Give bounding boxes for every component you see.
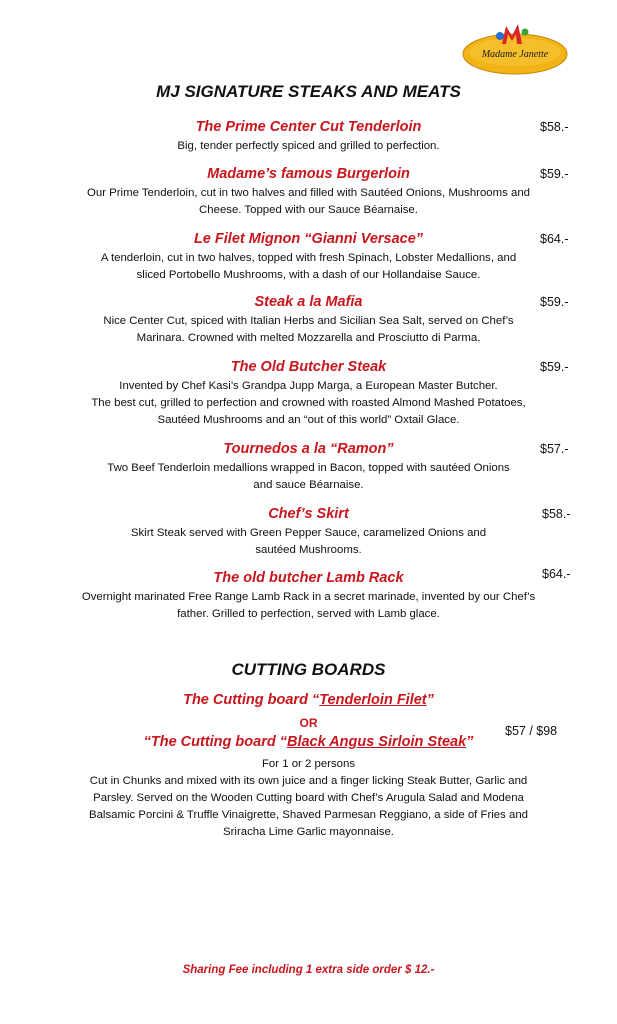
option-prefix: “The Cutting board “: [143, 734, 287, 750]
menu-item: [0, 356, 617, 429]
section-title-cutting-boards: CUTTING BOARDS: [231, 660, 386, 679]
item-desc-line: Our Prime Tenderloin, cut in two halves and filled with Sautéed Onions, Mushrooms and: [87, 187, 530, 199]
item-desc-line: Nice Center Cut, spiced with Italian Herbs and Sicilian Sea Salt, served on Chef’s: [103, 315, 514, 327]
menu-item: [0, 438, 617, 494]
cutting-board-option-1: [0, 692, 617, 708]
menu-item: [0, 503, 617, 559]
option-suffix: ”: [426, 692, 434, 708]
menu-item: [0, 291, 617, 347]
sharing-fee-note: Sharing Fee including 1 extra side order $ 12.-: [182, 964, 435, 976]
item-name: Steak a la Mafia: [254, 294, 363, 310]
cutting-board-desc-line: Sriracha Lime Garlic mayonnaise.: [223, 826, 394, 838]
item-name: Tournedos a la “Ramon”: [223, 441, 394, 457]
logo-text: Madame Janette: [481, 49, 549, 60]
item-price: $59.-: [540, 295, 569, 309]
item-price: $64.-: [540, 232, 569, 246]
item-price: $59.-: [540, 360, 569, 374]
brand-logo: [462, 22, 568, 76]
item-name: The old butcher Lamb Rack: [213, 570, 404, 586]
option-underlined: Tenderloin Filet: [319, 692, 427, 708]
section-title-steaks: MJ SIGNATURE STEAKS AND MEATS: [156, 82, 461, 101]
option-underlined: Black Angus Sirloin Steak: [286, 734, 467, 750]
item-desc-line: Two Beef Tenderloin medallions wrapped in Bacon, topped with sautéed Onions: [107, 462, 510, 474]
item-desc-line: A tenderloin, cut in two halves, topped with fresh Spinach, Lobster Medallions, and: [100, 252, 517, 264]
menu-item: [0, 163, 617, 219]
item-price: $58.-: [540, 120, 569, 134]
cutting-board-desc-line: Parsley. Served on the Wooden Cutting board with Chef’s Arugula Salad and Modena: [93, 792, 524, 804]
item-name: The Old Butcher Steak: [230, 359, 387, 375]
item-name: Le Filet Mignon “Gianni Versace”: [193, 231, 424, 247]
item-price: $59.-: [540, 167, 569, 181]
item-name: Madame’s famous Burgerloin: [207, 166, 410, 182]
or-separator: OR: [299, 716, 318, 730]
item-price: $64.-: [542, 567, 571, 581]
item-desc-line: Skirt Steak served with Green Pepper Sauce, caramelized Onions and: [130, 527, 487, 539]
item-desc-line: Big, tender perfectly spiced and grilled to perfection.: [177, 140, 440, 152]
item-desc-line: and sauce Béarnaise.: [253, 479, 364, 491]
item-name: Chef’s Skirt: [268, 506, 349, 522]
option-suffix: ”: [466, 734, 474, 750]
item-desc-line: Cheese. Topped with our Sauce Béarnaise.: [199, 204, 418, 216]
item-desc-line: Overnight marinated Free Range Lamb Rack in a secret marinade, invented by our Chef’s: [81, 591, 536, 603]
menu-item: [0, 116, 617, 155]
item-desc-line: Invented by Chef Kasi’s Grandpa Jupp Marga, a European Master Butcher.: [119, 380, 498, 392]
menu-item: [0, 567, 617, 623]
item-desc-line: sautéed Mushrooms.: [255, 544, 362, 556]
item-name: The Prime Center Cut Tenderloin: [195, 119, 422, 135]
item-desc-line: Sautéed Mushrooms and an “out of this world” Oxtail Glace.: [157, 414, 460, 426]
menu-item: [0, 228, 617, 284]
item-price: $58.-: [542, 507, 571, 521]
cutting-board-desc-line: Cut in Chunks and mixed with its own juice and a finger licking Steak Butter, Garlic and: [89, 775, 528, 787]
item-desc-line: The best cut, grilled to perfection and crowned with roasted Almond Mashed Potatoes,: [91, 397, 526, 409]
item-desc-line: father. Grilled to perfection, served with Lamb glace.: [177, 608, 440, 620]
item-desc-line: Marinara. Crowned with melted Mozzarella and Prosciutto di Parma.: [136, 332, 481, 344]
option-prefix: The Cutting board “: [183, 692, 320, 708]
item-desc-line: sliced Portobello Mushrooms, with a dash of our Hollandaise Sauce.: [136, 269, 481, 281]
item-price: $57.-: [540, 442, 569, 456]
persons-note: For 1 or 2 persons: [261, 758, 356, 770]
cutting-board-price: $57 / $98: [505, 724, 558, 738]
cutting-board-desc-line: Balsamic Porcini & Truffle Vinaigrette, Shaved Parmesan Reggiano, a side of Fries and: [89, 809, 528, 821]
